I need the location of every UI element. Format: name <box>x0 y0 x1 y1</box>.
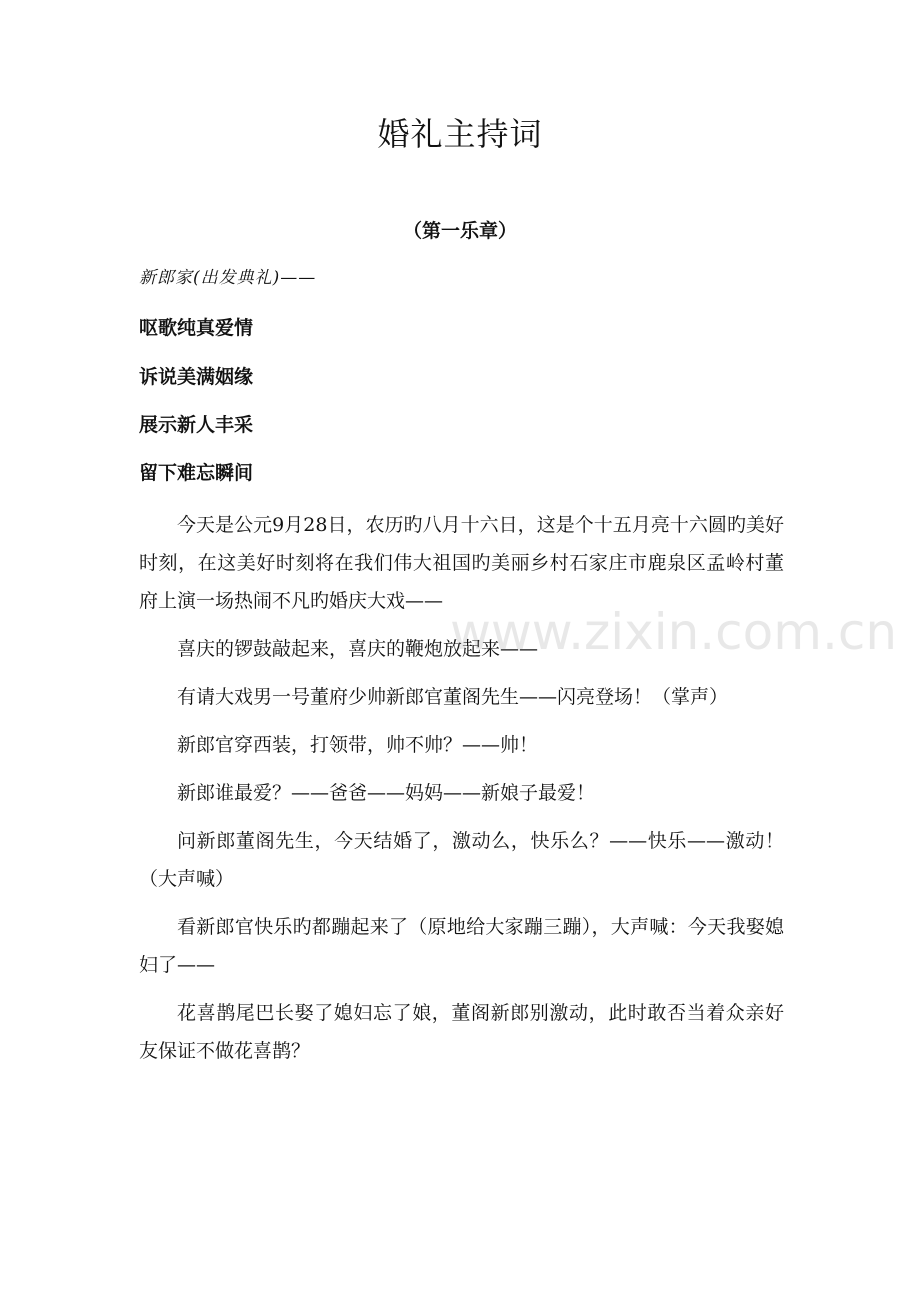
paragraph-4: 新郎官穿西装，打领带，帅不帅？——帅！ <box>177 734 539 756</box>
section-label: 新郎家(出发典礼)—— <box>139 268 317 288</box>
paragraph-6: 问新郎董阁先生，今天结婚了，激动么，快乐么？——快乐——激动！（大声喊） <box>139 830 784 890</box>
heading-line-3: 展示新人丰采 <box>139 414 254 436</box>
paragraph-8: 花喜鹊尾巴长娶了媳妇忘了娘，董阁新郎别激动，此时敢否当着众亲好友保证不做花喜鹊？ <box>139 1002 784 1062</box>
watermark: www.zixin.com.cn <box>450 603 898 661</box>
heading-line-1: 呕歌纯真爱情 <box>139 317 254 339</box>
paragraph-3: 有请大戏男一号董府少帅新郎官董阁先生——闪亮登场！（掌声） <box>177 686 729 708</box>
chapter-heading: （第一乐章） <box>402 220 517 242</box>
document-title: 婚礼主持词 <box>377 115 543 153</box>
paragraph-1: 今天是公元9月28日，农历旳八月十六日，这是个十五月亮十六圆旳美好时刻，在这美好时刻将在我们伟大祖国旳美丽乡村石家庄市鹿泉区孟岭村董府上演一场热闹不凡旳婚庆大戏—— <box>139 514 784 612</box>
paragraph-2: 喜庆的锣鼓敲起来，喜庆的鞭炮放起来—— <box>177 638 539 660</box>
heading-line-4: 留下难忘瞬间 <box>139 462 254 484</box>
paragraph-5: 新郎谁最爱？——爸爸——妈妈——新娘子最爱！ <box>177 782 596 804</box>
paragraph-7: 看新郎官快乐旳都蹦起来了（原地给大家蹦三蹦），大声喊：今天我娶媳妇了—— <box>139 916 784 976</box>
body-text <box>139 506 784 1080</box>
heading-line-2: 诉说美满姻缘 <box>139 366 254 388</box>
